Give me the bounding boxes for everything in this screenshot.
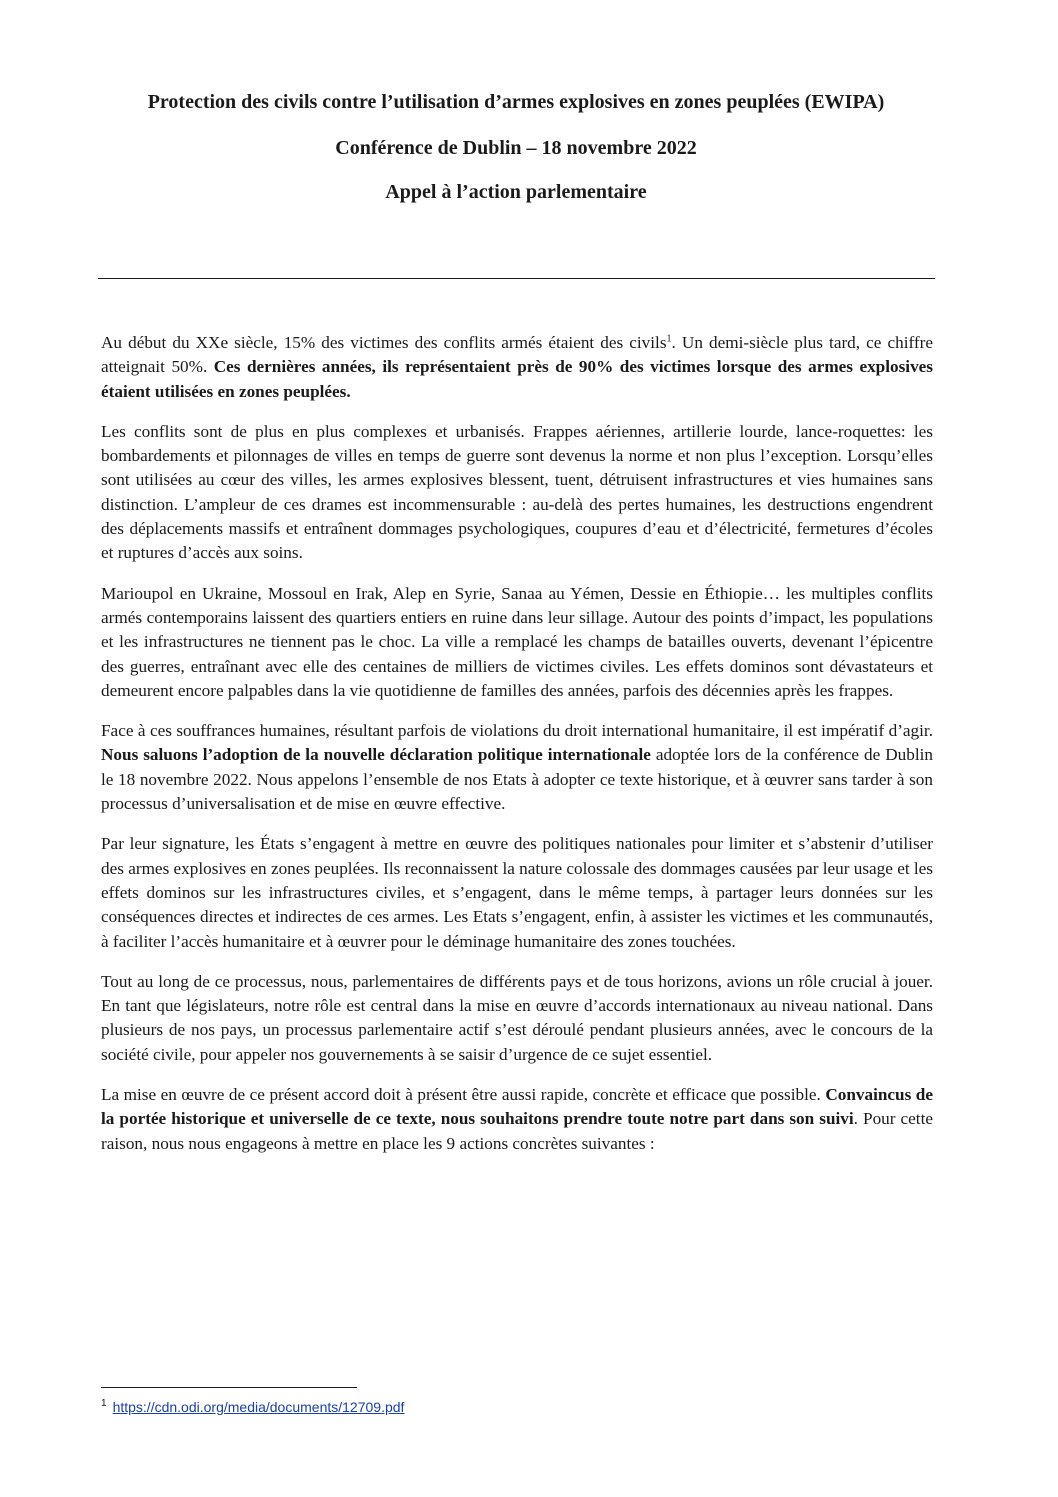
document-body <box>101 331 933 1172</box>
paragraph-7-text-b: . Pour cette raison, nous nous engageons à mettre en place les 9 actions concrètes suivantes : <box>101 1109 933 1153</box>
document-title: Protection des civils contre l’utilisation d’armes explosives en zones peuplées (EWIPA) <box>147 91 885 113</box>
paragraph-2: Les conflits sont de plus en plus complexes et urbanisés. Frappes aériennes, artillerie lourde, lance-roquettes: les bombardements et pilonnages de villes en temps de guerre sont devenus la norme et non plus l’exception. Lorsqu’elles sont utilisées au cœur des villes, les armes explosives blessent, tuent, détruisent infrastructures et vies humaines sans distinction. L’ampleur de ces drames est incommensurable : au-delà des pertes humaines, les destructions engendrent des déplacements massifs et entraînent dommages psychologiques, coupures d’eau et d’électricité, fermetures d’écoles et ruptures d’accès aux soins. <box>101 421 933 563</box>
paragraph-3: Marioupol en Ukraine, Mossoul en Irak, Alep en Syrie, Sanaa au Yémen, Dessie en Éthiopie… les multiples conflits armés contemporains laissent des quartiers entiers en ruine dans leur sillage. Autour des points d’impact, les populations et les infrastructures ne tiennent pas le choc. La ville a remplacé les champs de batailles ouverts, devenant l’épicentre des guerres, entraînant avec elle des centaines de milliers de victimes civiles. Les effets dominos sont dévastateurs et demeurent encore palpables dans la vie quotidienne de familles des années, parfois des décennies après les frappes. <box>101 583 933 700</box>
footnote-reference[interactable]: 1 <box>666 333 672 345</box>
footnote-number: 1 <box>101 1398 107 1410</box>
paragraph-7 <box>101 1083 933 1156</box>
footnote-divider <box>101 1387 357 1388</box>
call-to-action-subtitle: Appel à l’action parlementaire <box>385 181 647 203</box>
footnote <box>101 1397 404 1417</box>
paragraph-1-text-a: Au début du XXe siècle, 15% des victimes des conflits armés étaient des civils <box>101 333 667 352</box>
paragraph-4-text-b: adoptée lors de la conférence de Dublin le 18 novembre 2022. Nous appelons l’ensemble de nos Etats à adopter ce texte historique, et à œuvrer sans tarder à son processus d’universalisation et de mise en œuvre effective. <box>101 745 933 814</box>
paragraph-4-bold: Nous saluons l’adoption de la nouvelle déclaration politique internationale <box>101 745 651 765</box>
paragraph-7-bold: Convaincus de la portée historique et universelle de ce texte, nous souhaitons prendre toute notre part dans son suivi <box>101 1085 933 1129</box>
paragraph-5: Par leur signature, les États s’engagent à mettre en œuvre des politiques nationales pour limiter et s’abstenir d’utiliser des armes explosives en zones peuplées. Ils reconnaissent la nature colossale des dommages causées par leur usage et les effets dominos sur les infrastructures civiles, et s’engagent, dans le même temps, à partager leurs données sur les conséquences directes et indirectes de ces armes. Les Etats s’engagent, enfin, à assister les victimes et les communautés, à faciliter l’accès humanitaire et à œuvrer pour le déminage humanitaire des zones touchées. <box>101 834 933 951</box>
paragraph-4 <box>101 719 933 816</box>
conference-subtitle: Conférence de Dublin – 18 novembre 2022 <box>335 137 697 159</box>
paragraph-6: Tout au long de ce processus, nous, parlementaires de différents pays et de tous horizons, avions un rôle crucial à jouer. En tant que législateurs, notre rôle est central dans la mise en œuvre d’accords internationaux au niveau national. Dans plusieurs de nos pays, un processus parlementaire actif s’est déroulé pendant plusieurs années, avec le concours de la société civile, pour appeler nos gouvernements à se saisir d’urgence de ce sujet essentiel. <box>101 971 933 1064</box>
paragraph-1 <box>101 331 933 404</box>
header-divider <box>98 278 935 279</box>
paragraph-1-text-b: . Un demi-siècle plus tard, ce chiffre atteignait 50%. <box>101 333 933 377</box>
document-header <box>98 88 934 207</box>
paragraph-1-bold: Ces dernières années, ils représentaient près de 90% des victimes lorsque des armes explosives étaient utilisées en zones peuplées. <box>101 357 933 401</box>
footnote-link[interactable]: https://cdn.odi.org/media/documents/12709.pdf <box>112 1399 405 1415</box>
paragraph-4-text-a: Face à ces souffrances humaines, résultant parfois de violations du droit international humanitaire, il est impératif d’agir. <box>101 721 933 741</box>
paragraph-7-text-a: La mise en œuvre de ce présent accord doit à présent être aussi rapide, concrète et efficace que possible. <box>101 1085 826 1105</box>
